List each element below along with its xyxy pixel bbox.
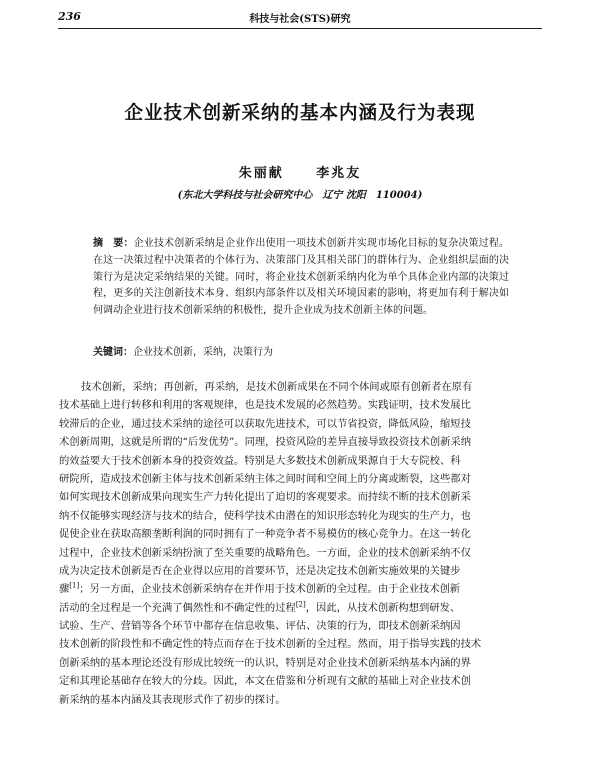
author-name: 李兆友 [316, 166, 362, 181]
page-number: 236 [58, 10, 81, 23]
author-list [0, 162, 600, 181]
running-header [58, 8, 542, 29]
keywords [93, 345, 509, 361]
body-line: 新采纳的基本内涵及其表现形式作了初步的探讨。 [59, 693, 286, 706]
body-line: 如何实现技术创新成果向现实生产力转化提出了迫切的客观要求。而持续不断的技术创新采 [59, 491, 471, 504]
abstract-text: 企业技术创新采纳是企业作出使用一项技术创新并实现市场化目标的复杂决策过程。在这一决策过程中决策者的个体行为、决策部门及其相关部门的群体行为、企业组织层面的决策行为是决定采纳结果的关键。同时，将企业技术创新采纳内化为单个具体企业内部的决策过程，更多的关注创新技术本身、组织内部条件以及相关环境因素的影响，将更加有利于解决如何调动企业进行技术创新采纳的积极性，提升企业成为技术创新主体的问题。 [93, 238, 510, 317]
body-line: 技术创新，采纳；再创新，再采纳，是技术创新成果在不同个体间或原有创新者在原有 [81, 381, 473, 393]
body-line: 过程中，企业技术创新采纳扮演了至关重要的战略角色。一方面，企业的技术创新采纳不仅 [59, 546, 471, 559]
body-line: 纳不仅能够实现经济与技术的结合，使科学技术由潜在的知识形态转化为现实的生产力，也 [59, 509, 471, 522]
keywords-label: 关键词： [93, 347, 133, 358]
body-line: 成为决定技术创新是否在企业得以应用的首要环节，还是决定技术创新实施效果的关键步 [59, 564, 461, 577]
body-line: 术创新周期，这就是所谓的“后发优势”。同理，投资风险的差异直接导致投资技术创新采纳 [59, 436, 472, 449]
journal-name: 科技与社会(STS)研究 [249, 14, 351, 25]
body-line: 定和其理论基础存在较大的分歧。因此，本文在借鉴和分析现有文献的基础上对企业技术创 [59, 675, 471, 688]
body-line: 试验、生产、营销等各个环节中都存在信息收集、评估、决策的行为，即技术创新采纳因 [59, 620, 461, 633]
body-line: 研院所，造成技术创新主体与技术创新采纳主体之间时间和空间上的分离或断裂，这些都对 [59, 472, 471, 485]
author-affiliation: (东北大学科技与社会研究中心 辽宁 沈阳 110004) [177, 190, 423, 201]
abstract [93, 236, 509, 320]
body-line: 创新采纳的基本理论还没有形成比较统一的认识，特别是对企业技术创新采纳基本内涵的界 [59, 656, 471, 669]
body-line: 活动的全过程是一个充满了偶然性和不确定性的过程[2]，因此，从技术创新构想到研发、 [59, 600, 461, 614]
body-line: 技术基础上进行转移和利用的客观规律，也是技术发展的必然趋势。实践证明，技术发展比 [59, 399, 471, 412]
body-line: 较滞后的企业，通过技术采纳的途径可以获取先进技术，可以节省投资，降低风险，缩短技 [59, 417, 471, 430]
body-text [59, 378, 543, 709]
body-line: 骤[1]；另一方面，企业技术创新采纳存在并作用于技术创新的全过程。由于企业技术创新 [59, 581, 461, 596]
article-title: 企业技术创新采纳的基本内涵及行为表现 [124, 103, 476, 124]
body-line: 的效益要大于技术创新本身的投资效益。特别是大多数技术创新成果源自于大专院校、科 [59, 454, 461, 467]
body-line: 促使企业在获取高额垄断利润的同时拥有了一种竞争者不易模仿的核心竞争力。在这一转化 [59, 528, 471, 541]
keywords-text: 企业技术创新，采纳，决策行为 [133, 347, 273, 358]
abstract-label: 摘 要： [93, 238, 134, 249]
author-name: 朱丽献 [238, 166, 284, 181]
body-line: 技术创新的阶段性和不确定性的特点而存在于技术创新的全过程。然而，用于指导实践的技术 [59, 638, 482, 651]
